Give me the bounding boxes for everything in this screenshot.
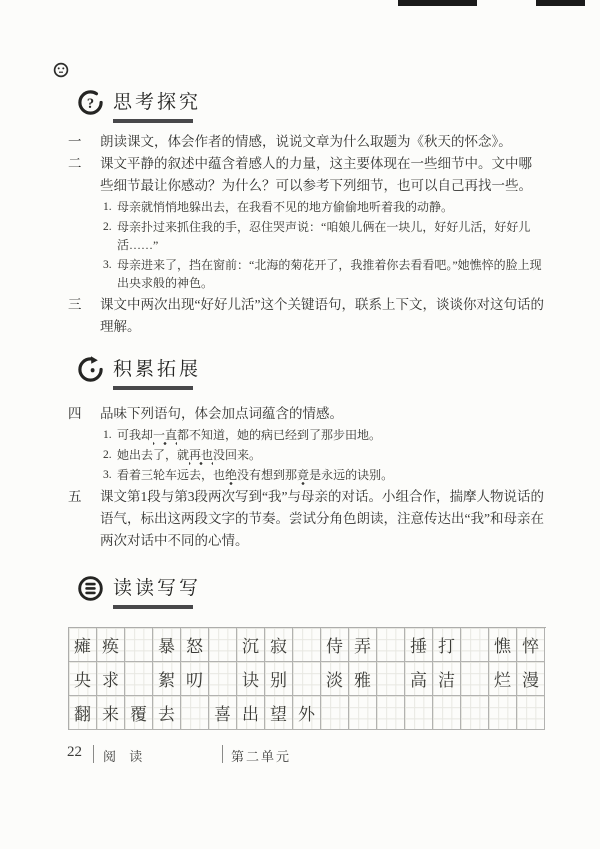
grid-cell-empty bbox=[209, 628, 237, 662]
think-items bbox=[68, 131, 544, 338]
grid-cell-character: 出 bbox=[237, 696, 265, 730]
title-underline bbox=[113, 605, 193, 609]
grid-cell-character: 翻 bbox=[69, 696, 97, 730]
scan-edge-bar bbox=[536, 0, 585, 6]
emphasized-word: 一直 bbox=[153, 428, 177, 446]
sub-item-number: 1. bbox=[103, 201, 112, 213]
section-title: 读读写写 bbox=[113, 578, 202, 599]
grid-cell-character: 怒 bbox=[181, 628, 209, 662]
item-text: 课文第1段与第3段两次写到“我”与母亲的对话。小组合作，揣摩人物说话的语气，标出这两段文字的节奏。尝试分角色朗读，注意传达出“我”和母亲在两次对话中不同的心情。 bbox=[100, 489, 544, 548]
sub-item-list bbox=[103, 198, 544, 292]
text-segment: 母亲就悄悄地躲出去，在我看不见的地方偷偷地听着我的动静。 bbox=[117, 200, 454, 214]
title-underline bbox=[113, 119, 193, 123]
grid-cell-character: 弄 bbox=[349, 628, 377, 662]
grid-cell-character: 外 bbox=[293, 696, 321, 730]
sub-item-number: 3. bbox=[103, 469, 112, 481]
text-segment: 没有想到那 bbox=[237, 468, 298, 482]
sub-item-text bbox=[117, 428, 381, 446]
grid-cell-empty bbox=[405, 696, 433, 730]
sub-item-list bbox=[103, 426, 544, 484]
grid-cell-character: 悴 bbox=[517, 628, 545, 662]
text-segment: 可我却 bbox=[117, 428, 154, 442]
section-accumulate-header bbox=[77, 355, 544, 389]
grid-cell-character: 去 bbox=[153, 696, 181, 730]
grid-cell-empty bbox=[489, 696, 517, 730]
item-text: 朗读课文，体会作者的情感，说说文章为什么取题为《秋天的怀念》。 bbox=[100, 134, 512, 149]
grid-cell-character: 覆 bbox=[125, 696, 153, 730]
svg-text:?: ? bbox=[86, 95, 95, 112]
read-write-list-icon bbox=[77, 575, 104, 602]
text-segment: 都不知道，她的病已经到了那步田地。 bbox=[177, 428, 382, 442]
sub-item bbox=[103, 466, 544, 484]
grid-cell-empty bbox=[433, 696, 461, 730]
grid-cell-character: 喜 bbox=[209, 696, 237, 730]
grid-cell-character: 央 bbox=[69, 662, 97, 696]
grid-cell-character: 沉 bbox=[237, 628, 265, 662]
grid-cell-empty bbox=[125, 628, 153, 662]
section-accumulate bbox=[68, 355, 544, 552]
sub-item bbox=[103, 218, 544, 254]
scan-edge-bar bbox=[398, 0, 477, 6]
grid-cell-character: 望 bbox=[265, 696, 293, 730]
grid-cell-empty bbox=[461, 628, 489, 662]
section-think-header bbox=[77, 88, 544, 122]
grid-cell-character: 打 bbox=[433, 628, 461, 662]
grid-cell-empty bbox=[293, 628, 321, 662]
grid-cell-empty bbox=[377, 628, 405, 662]
item-number: 四 bbox=[68, 406, 83, 421]
item-text: 课文中两次出现“好好儿活”这个关键语句，联系上下文，谈谈你对这句话的理解。 bbox=[100, 297, 544, 334]
footer-divider bbox=[222, 745, 223, 763]
exercise-item bbox=[68, 403, 544, 484]
grid-cell-character: 雅 bbox=[349, 662, 377, 696]
grid-cell-empty bbox=[461, 696, 489, 730]
exercise-item bbox=[68, 294, 544, 338]
accumulate-items bbox=[68, 403, 544, 552]
sub-item bbox=[103, 446, 544, 464]
grid-cell-empty bbox=[209, 662, 237, 696]
sub-item-text bbox=[117, 448, 261, 466]
page-footer bbox=[0, 744, 600, 766]
title-underline bbox=[113, 386, 193, 390]
grid-cell-empty bbox=[377, 696, 405, 730]
grid-cell-empty bbox=[181, 696, 209, 730]
text-segment: 没回来。 bbox=[213, 448, 262, 462]
text-segment: 母亲扑过来抓住我的手，忍住哭声说：“咱娘儿俩在一块儿，好好儿活，好好儿活……” bbox=[117, 220, 531, 252]
text-segment: 是永远的诀别。 bbox=[309, 468, 394, 482]
grid-cell-character: 别 bbox=[265, 662, 293, 696]
sub-item bbox=[103, 426, 544, 444]
text-segment: 看着三轮车远去，也 bbox=[117, 468, 226, 482]
item-text: 课文平静的叙述中蕴含着感人的力量，这主要体现在一些细节中。文中哪些细节最让你感动？为什么？可以参考下列细节，也可以自己再找一些。 bbox=[100, 156, 532, 193]
text-segment: 她出去了，就 bbox=[117, 448, 190, 462]
grid-cell-character: 淡 bbox=[321, 662, 349, 696]
grid-cell-character: 求 bbox=[97, 662, 125, 696]
grid-cell-character: 絮 bbox=[153, 662, 181, 696]
grid-cell-character: 洁 bbox=[433, 662, 461, 696]
section-write bbox=[68, 574, 544, 730]
item-text: 品味下列语句，体会加点词蕴含的情感。 bbox=[100, 406, 343, 421]
section-title: 思考探究 bbox=[113, 92, 202, 113]
emphasized-word: 再也 bbox=[189, 448, 213, 466]
grid-cell-character: 高 bbox=[405, 662, 433, 696]
sub-item-number: 1. bbox=[103, 429, 112, 441]
item-number: 二 bbox=[68, 156, 83, 171]
sub-item-text bbox=[117, 258, 542, 290]
section-think bbox=[68, 88, 544, 338]
sub-item-text bbox=[117, 200, 453, 214]
sub-item-text bbox=[117, 220, 530, 252]
section-title: 积累拓展 bbox=[113, 359, 202, 380]
sub-item-number: 2. bbox=[103, 449, 112, 461]
grid-cell-empty bbox=[125, 662, 153, 696]
grid-cell-empty bbox=[321, 696, 349, 730]
sub-item-number: 2. bbox=[103, 221, 112, 233]
smiley-face-icon bbox=[53, 62, 69, 78]
grid-cell-character: 诀 bbox=[237, 662, 265, 696]
writing-practice-grid bbox=[68, 627, 546, 730]
grid-row bbox=[69, 696, 546, 730]
question-circle-icon bbox=[77, 89, 104, 116]
item-number: 一 bbox=[68, 134, 83, 149]
emphasized-word: 竟 bbox=[297, 468, 309, 486]
footer-unit-label: 第二单元 bbox=[231, 749, 292, 764]
grid-cell-character: 痪 bbox=[97, 628, 125, 662]
grid-row bbox=[69, 662, 546, 696]
grid-cell-character: 叨 bbox=[181, 662, 209, 696]
grid-cell-character: 憔 bbox=[489, 628, 517, 662]
exercise-item bbox=[68, 153, 544, 292]
grid-cell-character: 捶 bbox=[405, 628, 433, 662]
item-number: 三 bbox=[68, 297, 83, 312]
grid-cell-character: 漫 bbox=[517, 662, 545, 696]
grid-row bbox=[69, 628, 546, 662]
grid-cell-empty bbox=[461, 662, 489, 696]
grid-cell-empty bbox=[517, 696, 545, 730]
grid-cell-character: 寂 bbox=[265, 628, 293, 662]
grid-cell-character: 瘫 bbox=[69, 628, 97, 662]
grid-cell-empty bbox=[293, 662, 321, 696]
cycle-arrow-icon bbox=[77, 356, 104, 383]
exercise-item bbox=[68, 486, 544, 552]
item-number: 五 bbox=[68, 489, 83, 504]
sub-item-text bbox=[117, 468, 393, 486]
grid-cell-character: 烂 bbox=[489, 662, 517, 696]
grid-cell-character: 暴 bbox=[153, 628, 181, 662]
exercise-item bbox=[68, 131, 544, 153]
grid-cell-character: 侍 bbox=[321, 628, 349, 662]
grid-cell-character: 来 bbox=[97, 696, 125, 730]
grid-cell-empty bbox=[377, 662, 405, 696]
emphasized-word: 绝 bbox=[225, 468, 237, 486]
text-segment: 母亲进来了，挡在窗前：“北海的菊花开了，我推着你去看看吧。”她憔悴的脸上现出央求般的神色。 bbox=[117, 258, 542, 290]
footer-divider bbox=[93, 745, 94, 763]
sub-item bbox=[103, 198, 544, 216]
page-number: 22 bbox=[67, 744, 82, 760]
grid-cell-empty bbox=[349, 696, 377, 730]
sub-item bbox=[103, 256, 544, 292]
sub-item-number: 3. bbox=[103, 259, 112, 271]
footer-section-label: 阅 读 bbox=[103, 749, 148, 764]
section-write-header bbox=[77, 574, 544, 608]
